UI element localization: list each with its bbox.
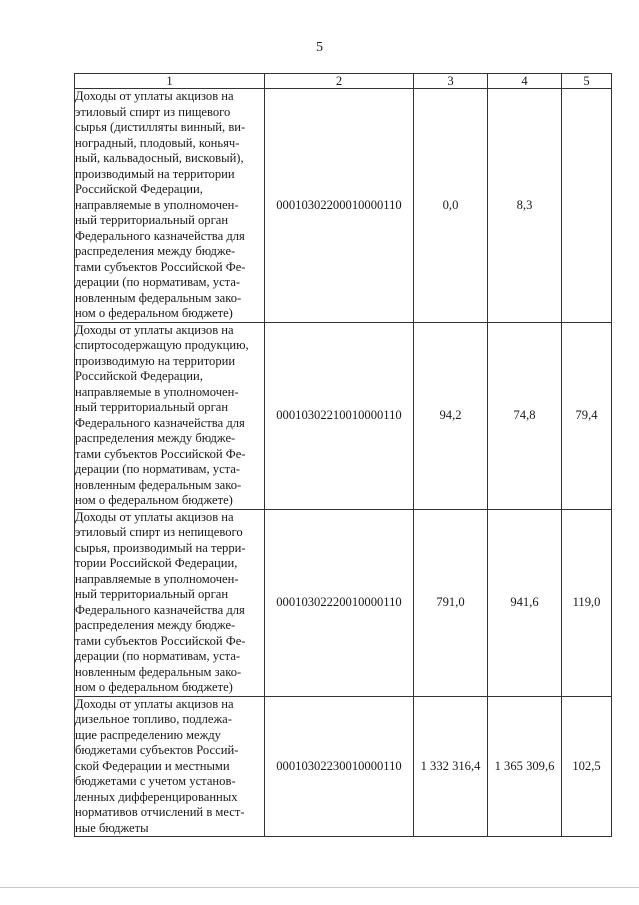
budget-classification-code: 00010302200010000110 [265,89,414,323]
description-line: направляемые в уполномочен- [75,571,239,586]
budget-classification-code: 00010302210010000110 [265,322,414,509]
description-line: Российской Федерации, [75,369,203,383]
column-header: 4 [488,74,562,89]
description-line: этиловый спирт из пищевого [75,104,231,119]
description-line: Доходы от уплаты акцизов на [75,322,234,337]
description-line: Российской Федерации, [75,182,203,196]
revenue-table [74,73,612,837]
column-5-value: 79,4 [562,322,612,509]
description-line: тами субъектов Российской Фе- [75,633,246,648]
description-line: дерации (по нормативам, уста- [75,649,241,663]
description-line: тами субъектов Российской Фе- [75,259,246,274]
description-line: дерации (по нормативам, уста- [75,462,241,476]
description-line: ном о федеральном бюджете) [75,680,233,694]
description-line: тории Российской Федерации, [75,556,238,570]
description-line: бюджетами субъектов Россий- [75,743,239,757]
description-line: Федерального казначейства для [75,415,245,430]
table-row [75,89,612,323]
description-line: этиловый спирт из непищевого [75,525,243,539]
description-line: ный территориальный орган [75,400,229,414]
description-line: щие распределению между [75,727,221,742]
row-description [75,322,265,509]
description-line: распределения между бюдже- [75,618,236,632]
column-4-value: 1 365 309,6 [488,696,562,837]
page-number: 5 [316,40,323,55]
description-line: ноградный, плодовый, коньяч- [75,135,240,150]
description-line: ный территориальный орган [75,213,229,227]
table-row [75,696,612,837]
description-line: дерации (по нормативам, уста- [75,275,241,289]
column-header: 5 [562,74,612,89]
description-line: направляемые в уполномочен- [75,384,239,399]
budget-classification-code: 00010302220010000110 [265,509,414,696]
description-line: Федерального казначейства для [75,228,245,243]
column-4-value: 8,3 [488,89,562,323]
description-line: ный территориальный орган [75,587,229,601]
description-line: сырья (дистилляты винный, ви- [75,120,246,134]
budget-classification-code: 00010302230010000110 [265,696,414,837]
description-line: Доходы от уплаты акцизов на [75,89,234,103]
description-line: новленным федеральным зако- [75,664,242,679]
column-4-value: 941,6 [488,509,562,696]
table-row [75,509,612,696]
column-header: 2 [265,74,414,89]
description-line: ном о федеральном бюджете) [75,493,233,507]
table-header-row [75,74,612,89]
table-row [75,322,612,509]
column-3-value: 791,0 [414,509,488,696]
description-line: ный, кальвадосный, висковый), [75,151,244,165]
description-line: ской Федерации и местными [75,758,230,773]
description-line: производимую на территории [75,353,236,368]
description-line: ном о федеральном бюджете) [75,306,233,320]
column-3-value: 94,2 [414,322,488,509]
description-line: нормативов отчислений в мест- [75,805,245,819]
description-line: новленным федеральным зако- [75,290,242,305]
description-line: Доходы от уплаты акцизов на [75,696,234,711]
column-3-value: 1 332 316,4 [414,696,488,837]
column-3-value: 0,0 [414,89,488,323]
row-description [75,509,265,696]
description-line: Доходы от уплаты акцизов на [75,509,234,524]
description-line: ные бюджеты [75,820,149,835]
description-line: ленных дифференцированных [75,789,238,804]
page-bottom-rule [0,887,639,888]
column-5-value: 119,0 [562,509,612,696]
description-line: новленным федеральным зако- [75,477,242,492]
description-line: Федерального казначейства для [75,602,245,617]
description-line: дизельное топливо, подлежа- [75,712,232,726]
description-line: сырья, производимый на терри- [75,540,246,555]
column-5-value [562,89,612,323]
description-line: тами субъектов Российской Фе- [75,446,246,461]
description-line: распределения между бюдже- [75,431,236,445]
column-header: 3 [414,74,488,89]
column-header: 1 [75,74,265,89]
description-line: спиртосодержащую продукцию, [75,338,249,352]
description-line: производимый на территории [75,166,235,181]
description-line: направляемые в уполномочен- [75,197,239,212]
description-line: распределения между бюдже- [75,244,236,258]
column-5-value: 102,5 [562,696,612,837]
row-description [75,696,265,837]
description-line: бюджетами с учетом установ- [75,774,236,788]
column-4-value: 74,8 [488,322,562,509]
row-description [75,89,265,323]
